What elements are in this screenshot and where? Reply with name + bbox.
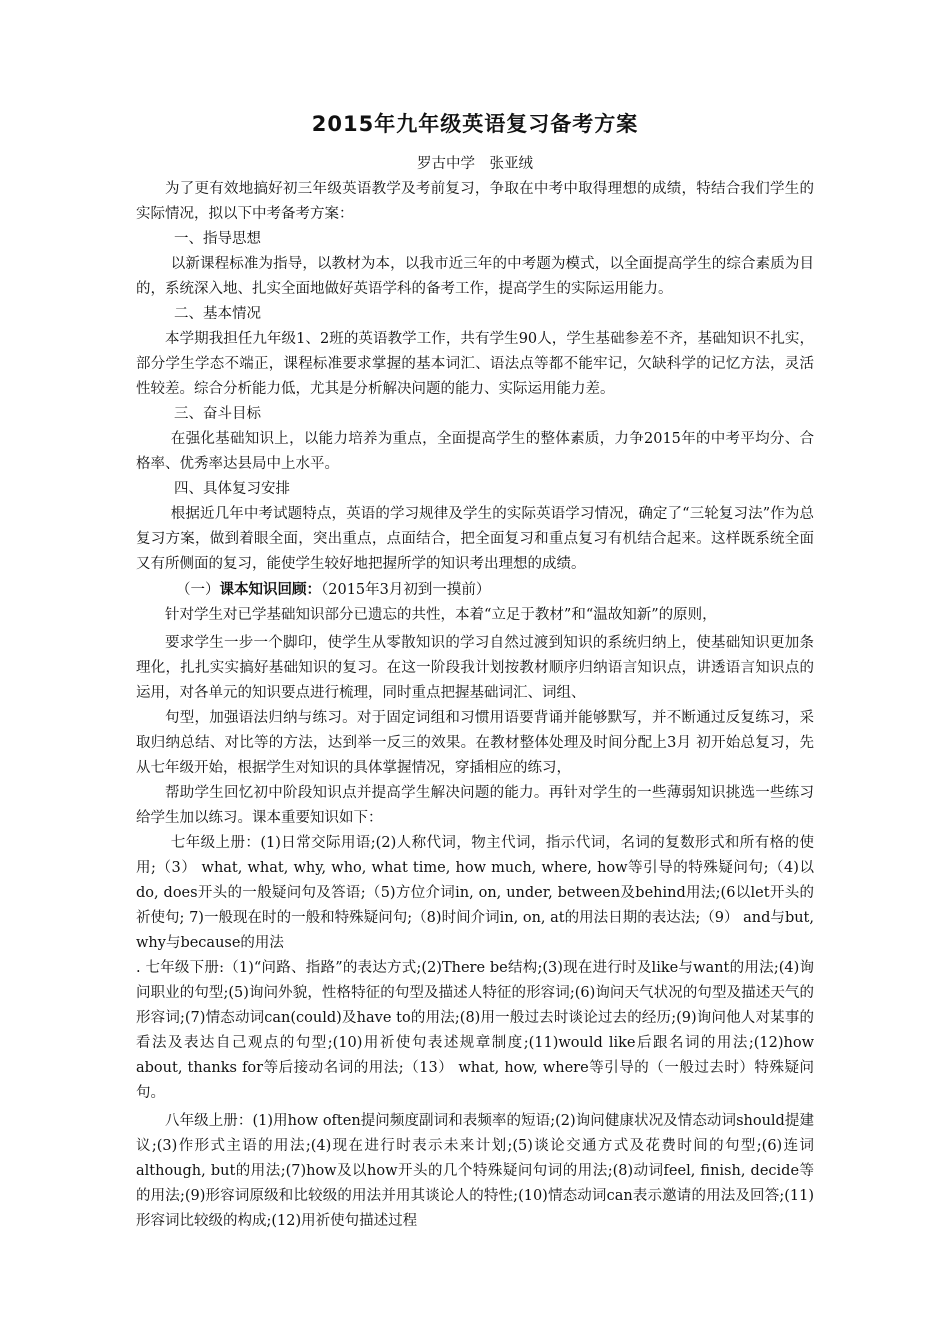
section-text-guiding-thought: 以新课程标准为指导，以教材为本，以我市近三年的中考题为模式，以全面提高学生的综合素质为目的，系统深入地、扎实全面地做好英语学科的备考工作，提高学生的实际运用能力。 — [136, 256, 814, 297]
subsection-date-range: （2015年3月初到一摸前） — [321, 582, 491, 598]
section-heading-goals: 三、奋斗目标 — [174, 406, 261, 422]
paragraph-sentence-patterns: 句型，加强语法归纳与练习。对于固定词组和习惯用语要背诵并能够默写，并不断通过反复练习，采取归纳总结、对比等的方法，达到举一反三的效果。在教材整体处理及时间分配上3月 初开始总复习，先从七年级开始，根据学生对知识的具体掌握情况，穿插相应的练习， — [136, 710, 814, 776]
author-line: 罗古中学 张亚绒 — [417, 156, 533, 172]
section-heading-basic-situation: 二、基本情况 — [174, 306, 261, 322]
section-text-goals: 在强化基础知识上，以能力培养为重点，全面提高学生的整体素质，力争2015年的中考平均分、合格率、优秀率达县局中上水平。 — [136, 431, 814, 472]
section-heading-guiding-thought: 一、指导思想 — [174, 231, 261, 247]
section-heading-review-plan: 四、具体复习安排 — [174, 481, 290, 497]
subsection-bold-title: 课本知识回顾： — [219, 581, 321, 598]
subsection-prefix: （一） — [176, 582, 220, 598]
subsection-heading-textbook-review — [136, 577, 814, 603]
paragraph-grade7-vol1: 七年级上册：(1)日常交际用语;(2)人称代词，物主代词，指示代词，名词的复数形式和所有格的使用;（3） what, what, why, who, what time, how much, where, how等引导的特殊疑问句;（4)以do, does开头的一般疑问句及答语;（5)方位介词in, on, under, between及behind用法;(6以let开头的祈使句; 7)一般现在时的一般和特殊疑问句;（8)时间介词in, on, at的用法日期的表达法;（9） and与but, why与because的用法 — [136, 835, 814, 951]
section-text-review-plan: 根据近几年中考试题特点，英语的学习规律及学生的实际英语学习情况，确定了“三轮复习法”作为总复习方案，做到着眼全面，突出重点，点面结合，把全面复习和重点复习有机结合起来。这样既系统全面又有所侧面的复习，能使学生较好地把握所学的知识考出理想的成绩。 — [136, 506, 814, 572]
paragraph-grade8-vol1: 八年级上册：(1)用how often提问频度副词和表频率的短语;(2)询问健康状况及情态动词should提建议;(3)作形式主语的用法;(4)现在进行时表示未来计划;(5)谈论交通方式及花费时间的句型;(6)连词although, but的用法;(7)how及以how开头的几个特殊疑问句词的用法;(8)动词feel, finish, decide等的用法;(9)形容词原级和比较级的用法并用其谈论人的特性;(10)情态动词can表示邀请的用法及回答;(11)形容词比较级的构成;(12)用祈使句描述过程 — [136, 1113, 814, 1229]
paragraph-principle: 针对学生对已学基础知识部分已遗忘的共性，本着“立足于教材”和“温故知新”的原则， — [165, 607, 717, 623]
intro-paragraph: 为了更有效地搞好初三年级英语教学及考前复习，争取在中考中取得理想的成绩，特结合我们学生的实际情况，拟以下中考备考方案： — [136, 181, 814, 222]
paragraph-recall: 帮助学生回忆初中阶段知识点并提高学生解决问题的能力。再针对学生的一些薄弱知识挑选一些练习给学生加以练习。课本重要知识如下： — [136, 785, 814, 826]
paragraph-requirements: 要求学生一步一个脚印，使学生从零散知识的学习自然过渡到知识的系统归纳上，使基础知识更加条理化，扎扎实实搞好基础知识的复习。在这一阶段我计划按教材顺序归纳语言知识点，讲透语言知识点的运用，对各单元的知识要点进行梳理，同时重点把握基础词汇、词组、 — [136, 635, 814, 701]
document-title: 2015年九年级英语复习备考方案 — [311, 112, 639, 136]
section-text-basic-situation: 本学期我担任九年级1、2班的英语教学工作，共有学生90人，学生基础参差不齐，基础知识不扎实，部分学生学态不端正，课程标准要求掌握的基本词汇、语法点等都不能牢记，欠缺科学的记忆方法，灵活性较差。综合分析能力低，尤其是分析解决问题的能力、实际运用能力差。 — [136, 331, 814, 397]
paragraph-grade7-vol2: . 七年级下册:（1)“问路、指路”的表达方式;(2)There be结构;(3)现在进行时及like与want的用法;(4)询问职业的句型;(5)询问外貌，性格特征的句型及描述人特征的形容词;(6)询问天气状况的句型及描述天气的形容词;(7)情态动词can(could)及have to的用法;(8)用一般过去时谈论过去的经历;(9)询问他人对某事的看法及表达自己观点的句型;(10)用祈使句表述规章制度;(11)would like后跟名词的用法;(12)how about, thanks for等后接动名词的用法;（13） what, how, where等引导的（一般过去时）特殊疑问句。 — [136, 960, 814, 1101]
